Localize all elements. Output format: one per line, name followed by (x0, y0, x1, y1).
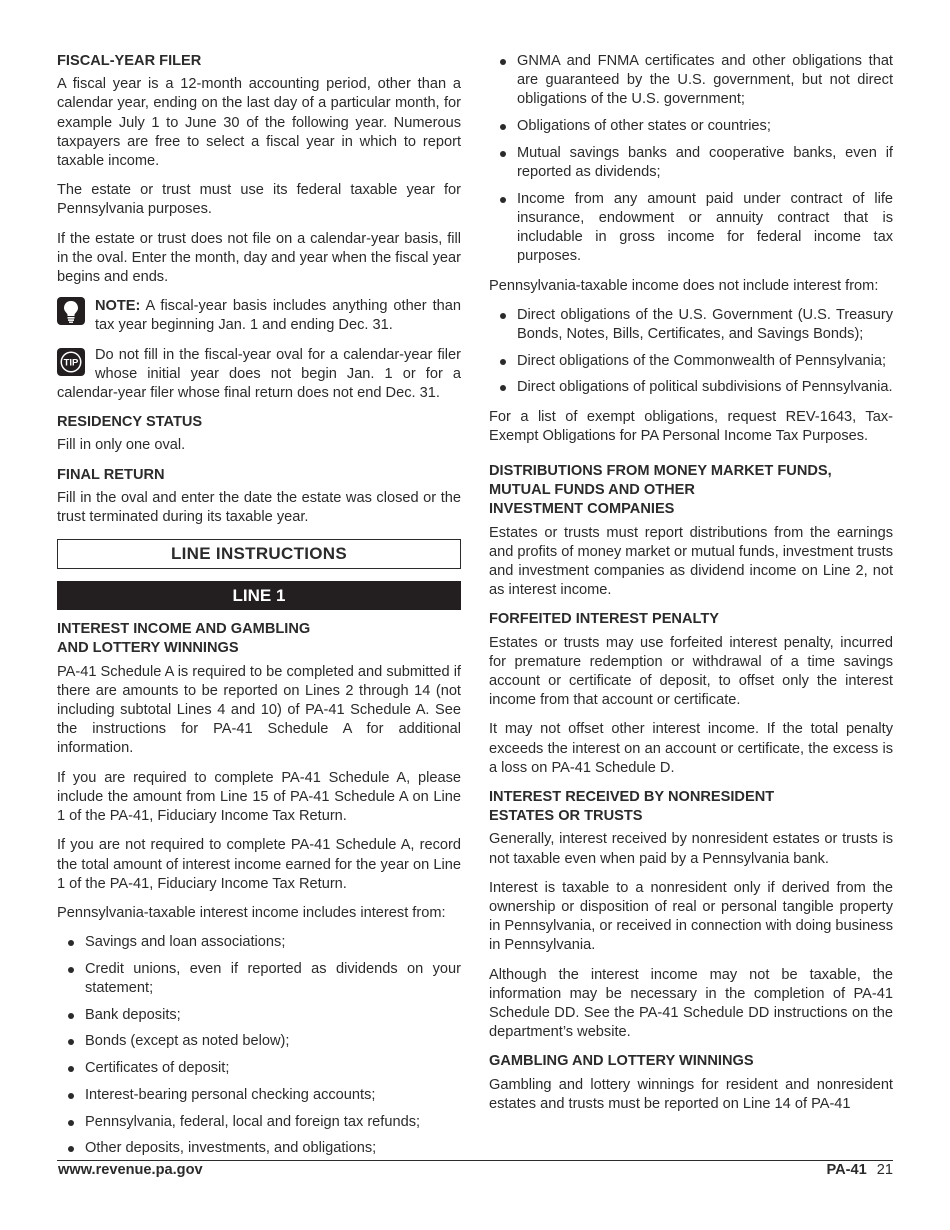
paragraph: The estate or trust must use its federal taxable year for Pennsylvania purposes. (57, 182, 461, 218)
section-heading: ESTATES OR TRUSTS (489, 808, 643, 825)
residency-section (57, 413, 461, 455)
gambling-section (489, 1052, 893, 1114)
section-heading: FISCAL-YEAR FILER (57, 53, 202, 69)
section-heading: INTEREST INCOME AND GAMBLING (57, 621, 311, 638)
final-return-section (57, 466, 461, 528)
footer-form-name: PA-41 (826, 1162, 867, 1178)
list-item: Other deposits, investments, and obligations; (57, 1139, 461, 1158)
paragraph: Gambling and lottery winnings for resident and nonresident estates and trusts must be reported on Line 14 of PA-41 (489, 1076, 893, 1112)
taxable-interest-list-continued (489, 52, 893, 267)
paragraph: If the estate or trust does not file on a calendar-year basis, fill in the oval. Enter the month, day and year when the fiscal year begins and ends. (57, 230, 461, 286)
section-heading: AND LOTTERY WINNINGS (57, 640, 239, 657)
page-number: 21 (876, 1162, 893, 1178)
interest-income-section (57, 620, 461, 1158)
tip-text: Do not fill in the fiscal-year oval for a calendar-year filer whose initial year does not begin Jan. 1 or for a calendar-year filer whose final return does not end Dec. 31. (57, 346, 461, 402)
section-heading: MUTUAL FUNDS AND OTHER (489, 482, 695, 499)
lightbulb-icon (57, 297, 85, 330)
left-column (57, 52, 461, 1166)
paragraph: Interest is taxable to a nonresident only if derived from the ownership or disposition of real or personal tangible property in Pennsylvania, or received in connection with doing business in Pennsylvania. (489, 879, 894, 954)
section-heading: FORFEITED INTEREST PENALTY (489, 611, 719, 628)
paragraph: PA-41 Schedule A is required to be completed and submitted if there are amounts to be reported on Lines 2 through 14 (not including subtotal Lines 4 and 10) of PA-41 Schedule A. See the instructions for PA-41 Schedule A for additional information. (57, 663, 461, 757)
paragraph: Pennsylvania-taxable interest income includes interest from: (57, 904, 446, 921)
list-item: Bonds (except as noted below); (57, 1032, 461, 1051)
tip-icon (57, 348, 85, 376)
paragraph: Although the interest income may not be taxable, the information may be necessary in the completion of PA-41 Schedule DD. See the PA-41 Schedule DD instructions on the department’s website. (489, 966, 893, 1041)
paragraph: Fill in the oval and enter the date the estate was closed or the trust terminated during its taxable year. (57, 489, 461, 526)
paragraph: Estates or trusts must report distributions from the earnings and profits of money market or mutual funds, investment trusts and investment companies as dividend income on Line 2, not as interest income. (489, 524, 893, 599)
section-heading: RESIDENCY STATUS (57, 414, 203, 431)
paragraph: Estates or trusts may use forfeited interest penalty, incurred for premature redemption or withdrawal of a time savings account or certificate of deposit, to offset only the interest income from that account or certificate. (489, 634, 893, 709)
footer-website: www.revenue.pa.gov (58, 1162, 203, 1178)
section-heading: DISTRIBUTIONS FROM MONEY MARKET FUNDS, (489, 462, 832, 479)
right-column (489, 52, 893, 1124)
fiscal-year-section (57, 52, 461, 403)
paragraph: Fill in only one oval. (57, 437, 186, 454)
list-item: GNMA and FNMA certificates and other obligations that are guaranteed by the U.S. government, but not direct obligations of the U.S. government; (489, 52, 893, 110)
distributions-section (489, 462, 893, 600)
list-item: Direct obligations of the U.S. Government (U.S. Treasury Bonds, Notes, Bills, Certificates, and Savings Bonds); (489, 306, 893, 344)
list-item: Credit unions, even if reported as dividends on your statement; (57, 960, 461, 998)
list-item: Direct obligations of political subdivisions of Pennsylvania. (489, 378, 893, 397)
tip-callout (57, 346, 461, 404)
note-body: A fiscal-year basis includes anything other than tax year beginning Jan. 1 and ending Dec. 31. (95, 298, 461, 334)
list-item: Certificates of deposit; (57, 1059, 461, 1078)
tip-icon-label: TIP (63, 357, 79, 369)
section-heading: FINAL RETURN (57, 466, 165, 483)
taxable-interest-list (57, 933, 461, 1158)
nontaxable-interest-list (489, 306, 893, 398)
note-label: NOTE: (95, 298, 141, 315)
nonresident-interest-section (489, 788, 893, 1042)
paragraph: A fiscal year is a 12-month accounting period, other than a calendar year, ending on the last day of a particular month, for example July 1 to June 30 of the following year. Numerous taxpayers are free to select a fiscal year in which to report taxable income. (57, 76, 461, 170)
list-item: Interest-bearing personal checking accounts; (57, 1086, 461, 1105)
footer-page-info (826, 1161, 893, 1180)
list-item: Savings and loan associations; (57, 933, 461, 952)
note-text (95, 297, 461, 335)
line-instructions-title: LINE INSTRUCTIONS (57, 539, 461, 569)
list-item: Bank deposits; (57, 1006, 461, 1025)
paragraph: If you are required to complete PA-41 Schedule A, please include the amount from Line 15 of PA-41 Schedule A on Line 1 of the PA-41, Fiduciary Income Tax Return. (57, 769, 461, 825)
list-item: Direct obligations of the Commonwealth of Pennsylvania; (489, 352, 893, 371)
section-heading: INTEREST RECEIVED BY NONRESIDENT (489, 789, 775, 805)
section-heading: GAMBLING AND LOTTERY WINNINGS (489, 1053, 754, 1070)
list-item: Income from any amount paid under contract of life insurance, endowment or annuity contract that is includable in gross income for federal income tax purposes. (489, 190, 893, 267)
paragraph: For a list of exempt obligations, request REV-1643, Tax-Exempt Obligations for PA Personal Income Tax Purposes. (489, 408, 893, 444)
paragraph: If you are not required to complete PA-41 Schedule A, record the total amount of interest income earned for the year on Line 1 of the PA-41, Fiduciary Income Tax Return. (57, 837, 461, 892)
list-item: Pennsylvania, federal, local and foreign tax refunds; (57, 1113, 461, 1132)
note-callout (57, 297, 461, 335)
forfeited-interest-section (489, 610, 893, 778)
paragraph: Pennsylvania-taxable income does not include interest from: (489, 277, 879, 294)
section-heading: INVESTMENT COMPANIES (489, 501, 675, 518)
paragraph: It may not offset other interest income. If the total penalty exceeds the interest on an account or certificate, the excess is a loss on PA-41 Schedule D. (489, 721, 893, 776)
list-item: Obligations of other states or countries; (489, 117, 893, 136)
list-item: Mutual savings banks and cooperative banks, even if reported as dividends; (489, 144, 893, 182)
line-1-title: LINE 1 (57, 581, 461, 610)
paragraph: Generally, interest received by nonresident estates or trusts is not taxable even when paid by a Pennsylvania bank. (489, 831, 893, 867)
